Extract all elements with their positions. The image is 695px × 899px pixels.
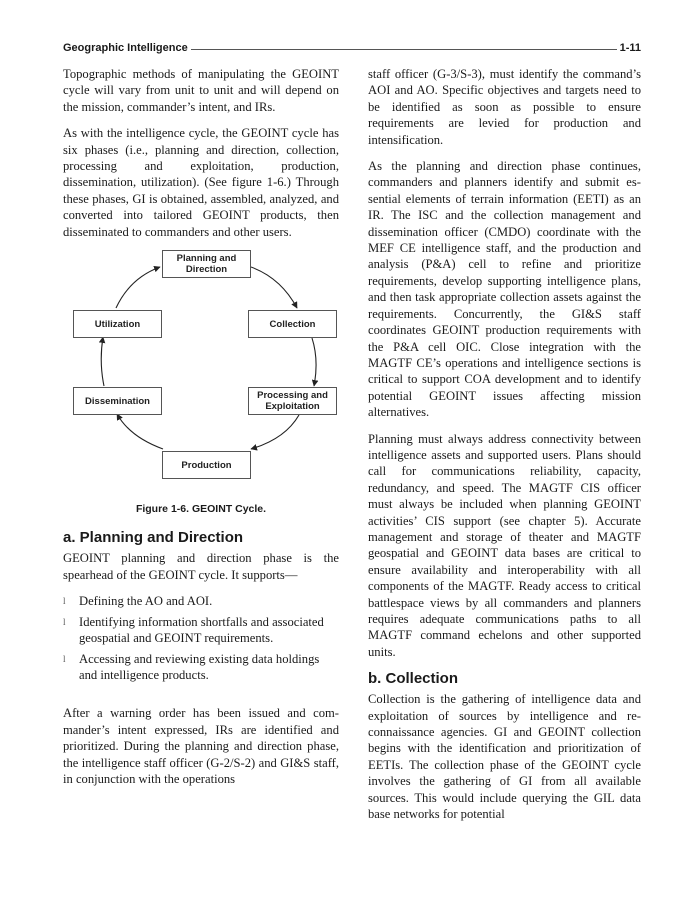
- paragraph: Collection is the gathering of intelligence data and exploitation of sources by intelligence and reconnaissance agencies. GI and GEOINT collection begins with the identification and prioritization of EETIs. The collection phase of the GEOINT cycle involves the gathering of GI from all available sources. This would include querying the GIL data base networks for potential: [368, 692, 641, 822]
- list-item: [63, 614, 339, 647]
- arrow-collection-to-processing: [312, 338, 316, 386]
- bullet-list: [63, 593, 339, 683]
- phase-processing-and-exploitation: Processing and Exploitation: [248, 387, 337, 415]
- bullet-icon: l: [63, 616, 66, 627]
- arrow-processing-to-production: [251, 415, 299, 449]
- arrow-production-to-dissemination: [117, 414, 163, 449]
- right-column: [368, 66, 641, 832]
- phase-collection: Collection: [248, 310, 337, 338]
- arrow-planning-to-collection: [251, 267, 297, 308]
- running-header: [63, 40, 641, 56]
- arrow-utilization-to-planning: [116, 267, 160, 308]
- paragraph: As the planning and direction phase continues, commanders and planners identify and submit essential elements of terrain information (EETI) as an IR. The ISC and the collection management and dissemination officer (CMDO) coordinate with the MEF CE intelligence staff, and the production and analysis (P&A) cell to refine and prioritize requirements, develop supporting intelligence plans, and then task appropriate collection assets against the requirements. Concurrently, the GI&S staff coordinates GEOINT production requirements with the P&A cell OIC. Close integration with the MAGTF CE’s operations and intelligence sections is critical to support COA development and to identify potential GEOINT issues affecting mission alternatives.: [368, 159, 641, 420]
- list-item-text: Accessing and reviewing existing data holdings and intelligence products.: [79, 651, 320, 682]
- arrow-dissemination-to-utilization: [101, 337, 104, 386]
- header-title: Geographic Intelligence: [63, 42, 188, 54]
- header-rule: [191, 49, 617, 50]
- list-item: [63, 593, 339, 609]
- list-item-text: Identifying information shortfalls and associated geospatial and GEOINT requirements.: [79, 614, 324, 646]
- list-item-text: Defining the AO and AOI.: [79, 594, 213, 609]
- list-item: [63, 651, 339, 684]
- section-heading-collection: b. Collection: [368, 670, 458, 688]
- bullet-icon: l: [63, 653, 66, 664]
- paragraph: Topographic methods of manipulating the GEOINT cycle will vary from unit to unit and will depend on the mission, commander’s intent, and IRs.: [63, 67, 339, 114]
- page-number: 1-11: [619, 42, 641, 54]
- bullet-icon: l: [63, 596, 66, 607]
- paragraph: staff officer (G-3/S-3), must identify the command’s AOI and AO. Specific objectives and targets need to be identified as soon as possible to ensure requirements are levied for production and intensification.: [368, 67, 641, 147]
- phase-production: Production: [162, 451, 251, 479]
- paragraph: GEOINT planning and direction phase is the spearhead of the GEOINT cycle. It supports—: [63, 551, 339, 582]
- figure-caption: Figure 1-6. GEOINT Cycle.: [135, 503, 267, 516]
- phase-dissemination: Dissemination: [73, 387, 162, 415]
- paragraph: Planning must always address connectivity between intelligence assets and supported users. Plans should call for communications reliability, capacity, redundancy, and speed. The MAGTF CIS officer must always be included when planning GEOINT activities’ CIS support (see chapter 5). Accurate management and storage of theater and MAGTF geospatial and GEOINT data bases are critical to ensure availability and interoperability with all components of the MAGTF. Ready access to critical battlespace views by all commanders and planners requires adequate communications paths to all MAGTF command echelons and other supported units.: [368, 431, 641, 659]
- left-column: [63, 66, 339, 797]
- geoint-cycle-figure: [63, 250, 339, 495]
- paragraph: After a warning order has been issued and commander’s intent expressed, IRs are identified and prioritized. During the planning and direction phase, the intelligence staff officer (G-2/S-2) and GI&S staff, in conjunction with the operations: [63, 706, 339, 786]
- paragraph: As with the intelligence cycle, the GEOINT cycle has six phases (i.e., planning and direction, collection, processing and exploitation, production, dissemination, utilization). (See figure 1-6.) Through these phases, GI is obtained, assembled, analyzed, and converted into tailored GEOINT products, then disseminated to commanders and other users.: [63, 126, 339, 239]
- phase-planning-and-direction: Planning and Direction: [162, 250, 251, 278]
- section-heading-planning-and-direction: a. Planning and Direction: [63, 529, 244, 547]
- phase-utilization: Utilization: [73, 310, 162, 338]
